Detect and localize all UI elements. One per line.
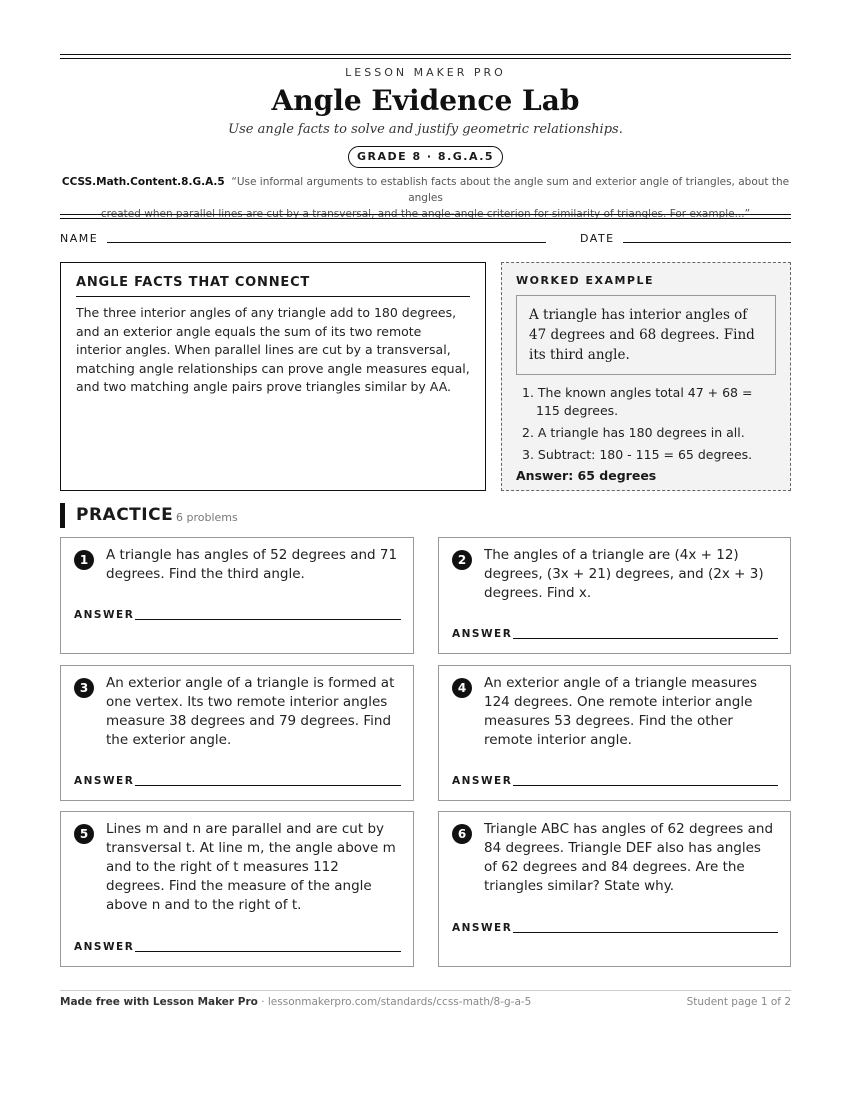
answer-label: ANSWER <box>452 628 513 640</box>
name-label: NAME <box>60 232 99 245</box>
problem-number-badge: 6 <box>452 824 472 844</box>
problem-text: A triangle has angles of 52 degrees and 71 degrees. Find the third angle. <box>106 547 398 582</box>
answer-line-1[interactable] <box>135 619 401 620</box>
footer-made-with: Made free with Lesson Maker Pro <box>60 996 258 1008</box>
problem-number-badge: 1 <box>74 550 94 570</box>
problem-text: An exterior angle of a triangle measures 124 degrees. One remote interior angle measures 53 degrees. Find the other remote interior angle. <box>484 675 758 748</box>
date-field[interactable] <box>623 242 791 243</box>
answer-line-3[interactable] <box>135 785 401 786</box>
practice-title: PRACTICE <box>76 505 174 525</box>
worked-step: 2. A triangle has 180 degrees in all. <box>522 425 745 440</box>
worked-step: 3. Subtract: 180 - 115 = 65 degrees. <box>522 447 753 462</box>
answer-line-6[interactable] <box>513 932 778 933</box>
problem-card-5 <box>60 811 414 967</box>
brand-name: LESSON MAKER PRO <box>345 66 506 79</box>
problem-card-6 <box>438 811 791 967</box>
grade-badge: GRADE 8 · 8.G.A.5 <box>348 146 503 168</box>
problem-number-badge: 4 <box>452 678 472 698</box>
problem-text: An exterior angle of a triangle is formed at one vertex. Its two remote interior angles measure 38 degrees and 79 degrees. Find the exterior angle. <box>106 675 395 748</box>
worked-example-steps <box>516 384 776 464</box>
problem-text: Triangle ABC has angles of 62 degrees and 84 degrees. Triangle DEF also has angles of 62 degrees and 84 degrees. Are the triangles similar? State why. <box>484 821 774 894</box>
answer-label: ANSWER <box>452 775 513 787</box>
problem-card-2 <box>438 537 791 654</box>
footer-url[interactable]: · lessonmakerpro.com/standards/ccss-math/8-g-a-5 <box>257 996 532 1008</box>
worked-example-box <box>501 262 791 491</box>
date-label: DATE <box>580 232 615 245</box>
footer-rule <box>60 990 791 991</box>
worked-example-problem: A triangle has interior angles of 47 degrees and 68 degrees. Find its third angle. <box>516 295 776 375</box>
page-title: Angle Evidence Lab <box>271 84 580 117</box>
worked-example-title: WORKED EXAMPLE <box>516 274 654 287</box>
standard-text-line1: “Use informal arguments to establish facts about the angle sum and exterior angle of triangles, about the angles <box>231 176 790 204</box>
problem-text: Lines m and n are parallel and are cut by transversal t. At line m, the angle above m and to the right of t measures 112 degrees. Find the measure of the angle above n and to the right of t. <box>106 821 396 913</box>
top-double-rule <box>60 54 791 59</box>
angle-facts-title: ANGLE FACTS THAT CONNECT <box>76 275 470 297</box>
page-subtitle: Use angle facts to solve and justify geometric relationships. <box>228 122 623 137</box>
problem-card-4 <box>438 665 791 801</box>
problem-card-3 <box>60 665 414 801</box>
answer-label: ANSWER <box>74 941 135 953</box>
answer-label: ANSWER <box>74 775 135 787</box>
angle-facts-body: The three interior angles of any triangle add to 180 degrees, and an exterior angle equals the sum of its two remote interior angles. When parallel lines are cut by a transversal, matching angle relationships can prove angle measures equal, and two matching angle pairs prove triangles similar by AA. <box>76 305 470 394</box>
standard-code: CCSS.Math.Content.8.G.A.5 <box>61 176 225 188</box>
problem-card-1 <box>60 537 414 654</box>
practice-accent-bar <box>60 503 65 528</box>
practice-count: 6 problems <box>176 511 238 524</box>
answer-line-4[interactable] <box>513 785 778 786</box>
worksheet-page <box>60 0 791 1100</box>
name-field[interactable] <box>107 242 546 243</box>
answer-line-5[interactable] <box>135 951 401 952</box>
worked-step: 1. The known angles total 47 + 68 = 115 degrees. <box>522 385 753 418</box>
problem-number-badge: 2 <box>452 550 472 570</box>
header-bottom-rule <box>60 214 791 219</box>
problem-text: The angles of a triangle are (4x + 12) degrees, (3x + 21) degrees, and (2x + 3) degrees. Find x. <box>484 547 764 601</box>
problem-number-badge: 3 <box>74 678 94 698</box>
angle-facts-box <box>60 262 486 491</box>
footer-page-number: Student page 1 of 2 <box>686 996 791 1008</box>
problem-number-badge: 5 <box>74 824 94 844</box>
answer-label: ANSWER <box>452 922 513 934</box>
standard-text-line2: created when parallel lines are cut by a transversal, and the angle-angle criterion for similarity of triangles. For example...” <box>100 208 751 220</box>
worked-example-answer: Answer: 65 degrees <box>516 468 657 483</box>
footer-credit <box>60 996 531 1008</box>
answer-line-2[interactable] <box>513 638 778 639</box>
answer-label: ANSWER <box>74 609 135 621</box>
